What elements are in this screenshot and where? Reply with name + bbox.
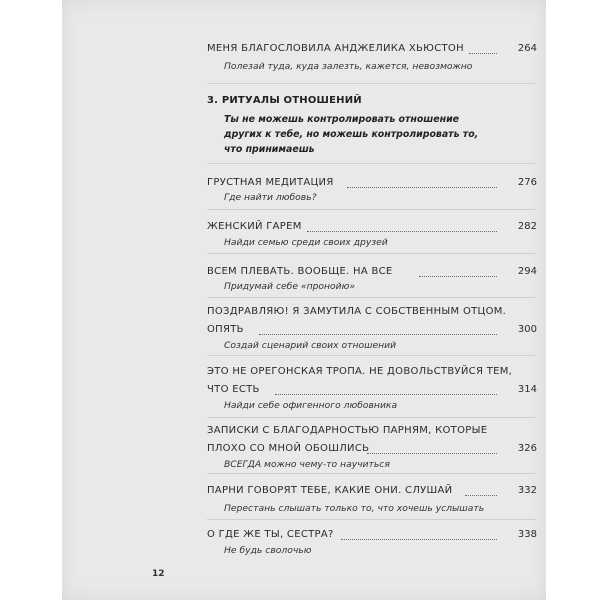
separator — [207, 83, 537, 84]
toc-entry-title: О ГДЕ ЖЕ ТЫ, СЕСТРА? — [207, 529, 334, 540]
toc-entry-row — [207, 220, 537, 238]
toc-entry — [207, 42, 537, 72]
book-page — [62, 0, 546, 600]
dot-leader — [465, 494, 497, 496]
toc-entry-title: ПОЗДРАВЛЯЮ! Я ЗАМУТИЛА С СОБСТВЕННЫМ ОТЦОМ. — [207, 306, 507, 317]
toc-entry-page: 300 — [517, 324, 537, 335]
toc-entry-subtitle: Придумай себе «пронойю» — [224, 281, 356, 292]
dot-leader — [307, 230, 497, 232]
dot-leader — [367, 452, 497, 454]
toc-entry-subtitle: Найди семью среди своих друзей — [224, 237, 388, 248]
separator — [207, 417, 537, 418]
dot-leader — [259, 333, 497, 335]
toc-entry-row — [207, 383, 537, 401]
toc-entry-page: 332 — [517, 485, 537, 496]
toc-entry-title: ПАРНИ ГОВОРЯТ ТЕБЕ, КАКИЕ ОНИ. СЛУШАЙ — [207, 485, 453, 496]
separator — [207, 163, 537, 164]
toc-entry-page: 314 — [517, 384, 537, 395]
toc-entry-row — [207, 528, 537, 546]
toc-entry — [207, 484, 537, 514]
page-number: 12 — [152, 569, 165, 579]
toc-entry-row — [207, 442, 537, 460]
separator — [207, 297, 537, 298]
toc-entry-subtitle: Найди себе офигенного любовника — [224, 400, 398, 411]
toc-entry-subtitle: Перестань слышать только то, что хочешь услышать — [224, 503, 485, 514]
toc-entry — [207, 176, 537, 203]
toc-entry — [207, 220, 537, 248]
toc-entry-title: ОПЯТЬ — [207, 324, 244, 335]
dot-leader — [469, 52, 497, 54]
toc-entry-title: МЕНЯ БЛАГОСЛОВИЛА АНДЖЕЛИКА ХЬЮСТОН — [207, 43, 464, 54]
toc-entry-subtitle: Где найти любовь? — [224, 192, 317, 203]
toc-entry-subtitle: Создай сценарий своих отношений — [224, 340, 397, 351]
toc-entry-page: 338 — [517, 529, 537, 540]
toc-entry-title: ПЛОХО СО МНОЙ ОБОШЛИСЬ — [207, 443, 370, 454]
toc-entry-title: ЧТО ЕСТЬ — [207, 384, 260, 395]
toc-entry-page: 326 — [517, 443, 537, 454]
toc-entry — [207, 528, 537, 556]
toc-entry-title: ГРУСТНАЯ МЕДИТАЦИЯ — [207, 177, 334, 188]
dot-leader — [275, 393, 497, 395]
epigraph-line: что принимаешь — [224, 144, 315, 155]
toc-entry-page: 276 — [517, 177, 537, 188]
separator — [207, 519, 537, 520]
epigraph-line: Ты не можешь контролировать отношение — [224, 114, 460, 125]
toc-entry — [207, 424, 537, 470]
toc-entry-row — [207, 323, 537, 341]
toc-entry-subtitle: Не будь сволочью — [224, 545, 312, 556]
section-epigraph — [224, 112, 524, 157]
dot-leader — [341, 538, 497, 540]
toc-entry-row — [207, 365, 537, 383]
toc-entry-subtitle: ВСЕГДА можно чему-то научиться — [224, 459, 390, 470]
toc-entry-title: ЭТО НЕ ОРЕГОНСКАЯ ТРОПА. НЕ ДОВОЛЬСТВУЙСЯ ТЕМ, — [207, 366, 513, 377]
toc-entry-title: ЖЕНСКИЙ ГАРЕМ — [207, 221, 302, 232]
separator — [207, 473, 537, 474]
toc-entry-page: 282 — [517, 221, 537, 232]
toc-entry-row — [207, 484, 537, 502]
epigraph-line: других к тебе, но можешь контролировать то, — [224, 129, 479, 140]
separator — [207, 209, 537, 210]
toc-entry-row — [207, 42, 537, 60]
separator — [207, 253, 537, 254]
separator — [207, 355, 537, 356]
toc-entry-row — [207, 424, 537, 442]
toc-entry-page: 264 — [517, 43, 537, 54]
dot-leader — [419, 275, 497, 277]
toc-entry — [207, 305, 537, 351]
toc-entry-subtitle: Полезай туда, куда залезть, кажется, невозможно — [224, 61, 473, 72]
toc-entry — [207, 365, 537, 411]
dot-leader — [347, 186, 497, 188]
toc-entry-title: ВСЕМ ПЛЕВАТЬ. ВООБЩЕ. НА ВСЕ — [207, 266, 393, 277]
toc-entry-page: 294 — [517, 266, 537, 277]
toc-entry-row — [207, 305, 537, 323]
toc-entry-title: ЗАПИСКИ С БЛАГОДАРНОСТЬЮ ПАРНЯМ, КОТОРЫЕ — [207, 425, 488, 436]
section-title: 3. РИТУАЛЫ ОТНОШЕНИЙ — [207, 95, 362, 106]
toc-entry — [207, 265, 537, 292]
